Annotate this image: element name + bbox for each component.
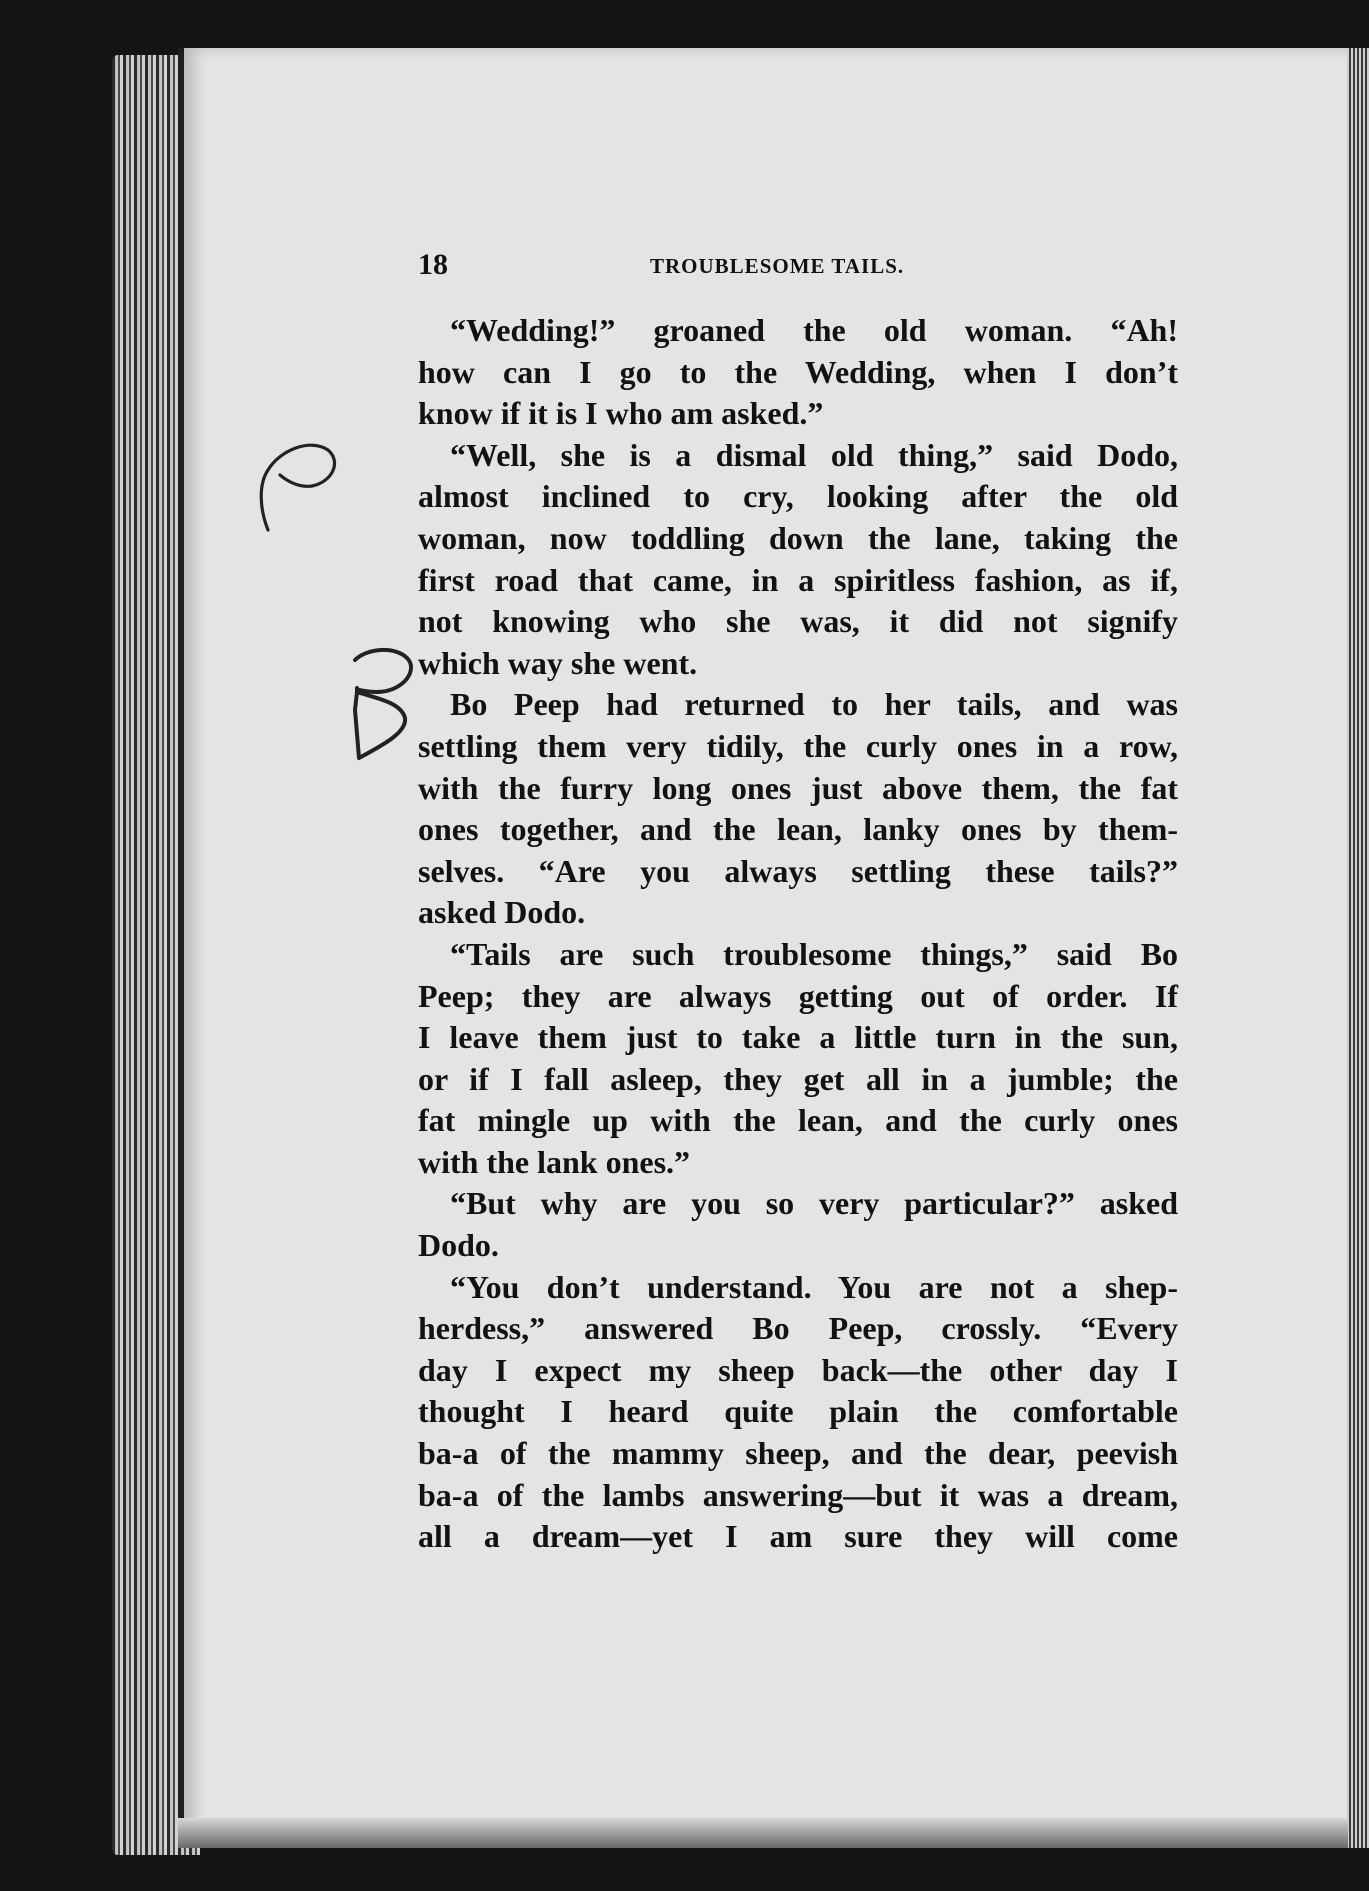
text-line: almost inclined to cry, looking after the old (418, 478, 1178, 515)
running-title: TROUBLESOME TAILS. (650, 254, 905, 278)
handwritten-p-mark (250, 430, 350, 540)
text-line: thought I heard quite plain the comfortable (418, 1393, 1178, 1430)
page-number: 18 (418, 248, 448, 281)
text-line: ba-a of the mammy sheep, and the dear, peevish (418, 1435, 1178, 1472)
text-line: or if I fall asleep, they get all in a jumble; the (418, 1060, 1178, 1097)
text-line: all a dream—yet I am sure they will come (418, 1518, 1178, 1555)
text-line: with the furry long ones just above them, the fat (418, 769, 1178, 806)
text-line: fat mingle up with the lean, and the curly ones (418, 1102, 1178, 1139)
text-line: not knowing who she was, it did not signify (418, 603, 1178, 640)
text-line: “But why are you so very particular?” asked (450, 1185, 1178, 1222)
text-line: Peep; they are always getting out of order. If (418, 977, 1178, 1014)
text-line: Bo Peep had returned to her tails, and was (450, 686, 1178, 723)
text-line: first road that came, in a spiritless fashion, as if, (418, 561, 1178, 598)
text-line: woman, now toddling down the lane, taking the (418, 519, 1178, 556)
handwritten-b-mark (345, 640, 425, 770)
text-line: Dodo. (418, 1227, 499, 1264)
text-line: herdess,” answered Bo Peep, crossly. “Every (418, 1310, 1178, 1347)
text-line: I leave them just to take a little turn in the sun, (418, 1019, 1178, 1056)
text-line: ones together, and the lean, lanky ones by them- (418, 811, 1178, 848)
text-line: “Wedding!” groaned the old woman. “Ah! (450, 312, 1178, 348)
right-page-edge (1347, 48, 1369, 1848)
body-text (418, 310, 1178, 1558)
bottom-page-shadow (178, 1818, 1348, 1848)
text-line: settling them very tidily, the curly ones in a row, (418, 727, 1178, 764)
text-line: day I expect my sheep back—the other day I (418, 1351, 1178, 1388)
text-line: asked Dodo. (418, 894, 586, 931)
text-line: “You don’t understand. You are not a shep- (450, 1268, 1178, 1305)
running-head (418, 248, 1178, 288)
text-line: know if it is I who am asked.” (418, 395, 824, 432)
text-line: “Tails are such troublesome things,” said Bo (450, 935, 1178, 972)
text-line: selves. “Are you always settling these tails?” (418, 852, 1178, 889)
text-line: how can I go to the Wedding, when I don’t (418, 353, 1178, 390)
text-line: ba-a of the lambs answering—but it was a dream, (418, 1476, 1178, 1513)
text-line: “Well, she is a dismal old thing,” said Dodo, (450, 436, 1178, 473)
text-line: with the lank ones.” (418, 1143, 691, 1180)
text-line: which way she went. (418, 644, 698, 681)
